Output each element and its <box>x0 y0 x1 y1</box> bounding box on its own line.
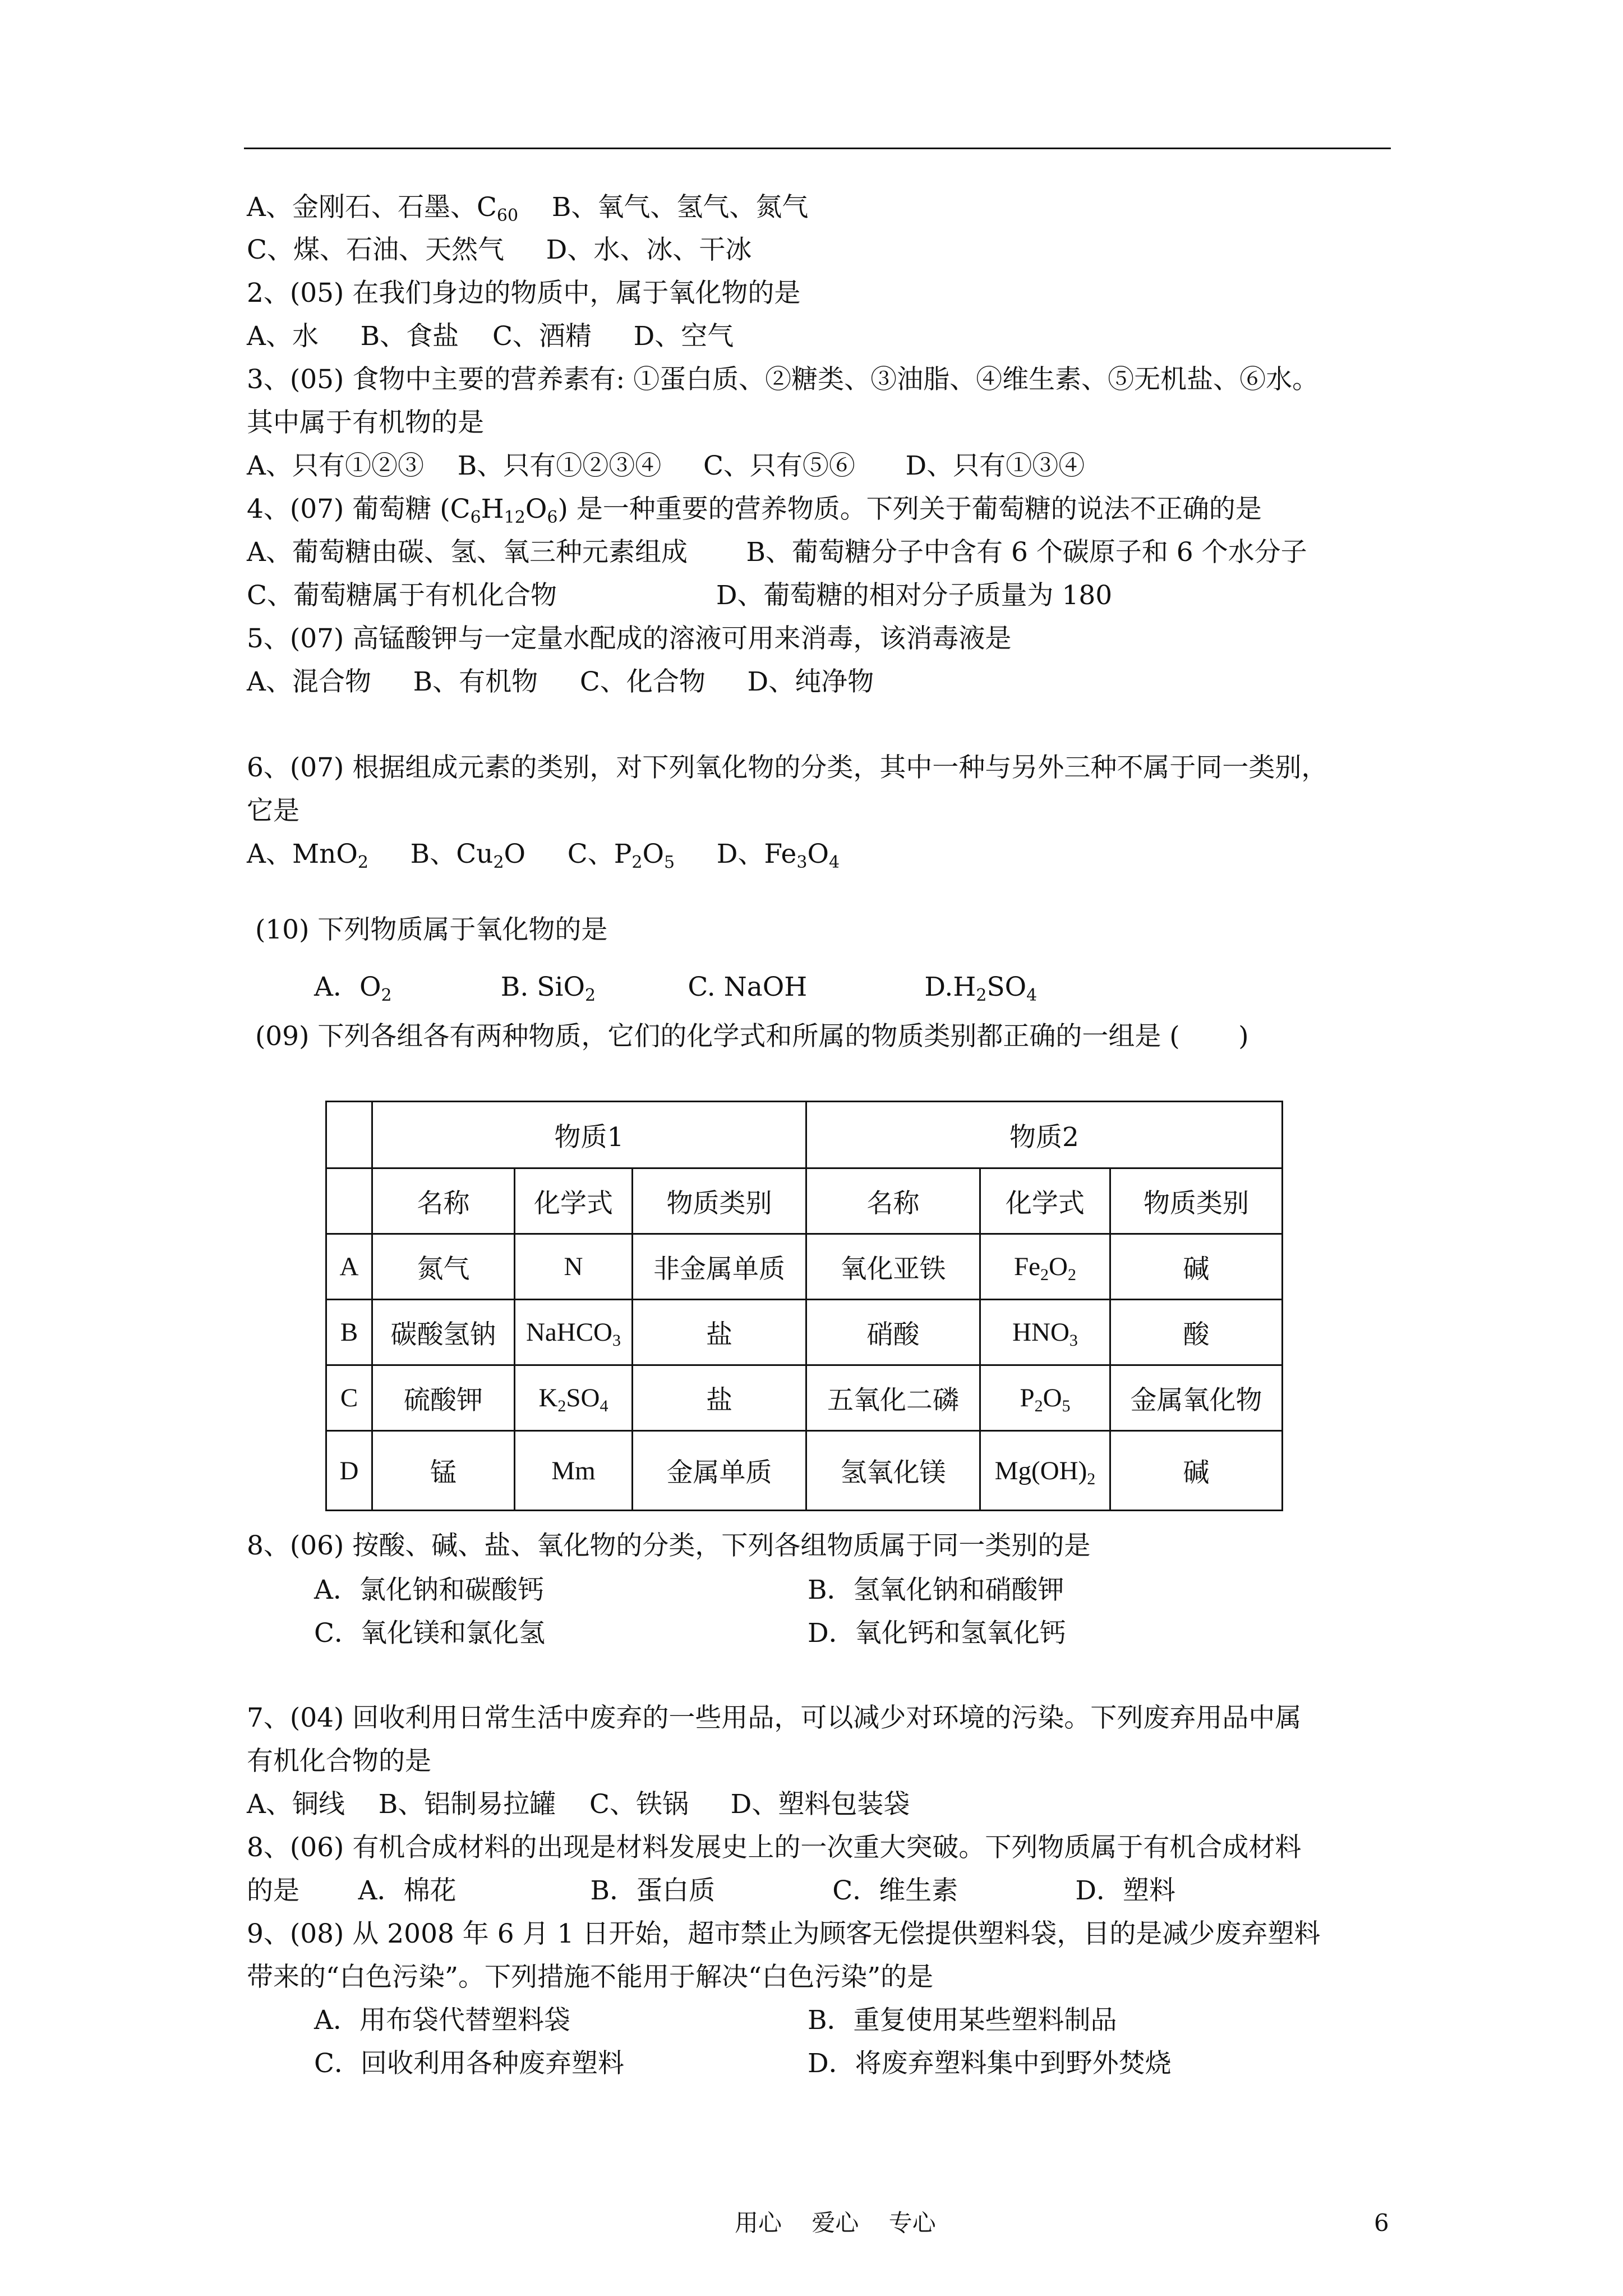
q4-options-cd: C、葡萄糖属于有机化合物 D、葡萄糖的相对分子质量为 180 <box>247 580 1113 611</box>
table-row <box>326 1300 1283 1365</box>
cell-formula: $K_2SO_4$ <box>515 1365 633 1431</box>
cell-formula: NaHCO$_3$ <box>515 1300 633 1365</box>
row-key: B <box>326 1300 372 1365</box>
cell-formula: $Mg(OH)_2$ <box>980 1431 1110 1511</box>
q09-stem: (09) 下列各组各有两种物质，它们的化学式和所属的物质类别都正确的一组是 ( ) <box>247 1021 1249 1052</box>
q8-option-d: D．氧化钙和氢氧化钙 <box>808 1618 1066 1649</box>
footer-motto: 用心 爱心 专心 <box>735 2209 936 2237</box>
cell-formula: $HNO_3$ <box>980 1300 1110 1365</box>
col-header: 物质类别 <box>633 1168 806 1234</box>
table-row <box>326 1234 1283 1300</box>
col-header: 名称 <box>806 1168 980 1234</box>
q8-option-c: C．氧化镁和氯化氢 <box>314 1618 545 1649</box>
cell-formula: $P_2O_5$ <box>980 1365 1110 1431</box>
q1-options-ab: A、金刚石、石墨、$C_{60}$ B、氧气、氢气、氮气 <box>247 192 809 226</box>
cell-name: 锰 <box>372 1431 515 1511</box>
table-column-header <box>326 1168 1283 1234</box>
cell-class: 非金属单质 <box>633 1234 806 1300</box>
q5-options: A、混合物 B、有机物 C、化合物 D、纯净物 <box>247 666 874 697</box>
cell-class: 酸 <box>1110 1300 1283 1365</box>
q10-stem: (10) 下列物质属于氧化物的是 <box>247 914 608 945</box>
row-key: D <box>326 1431 372 1511</box>
col-header: 化学式 <box>515 1168 633 1234</box>
cell-name: 硫酸钾 <box>372 1365 515 1431</box>
q10-options: A．$O_2$ B. SiO$_2$ C. NaOH $D.H_2SO_4$ <box>314 972 1038 1005</box>
q9-option-c: C．回收利用各种废弃塑料 <box>314 2048 624 2079</box>
q8-stem: 8、(06) 按酸、碱、盐、氧化物的分类，下列各组物质属于同一类别的是 <box>247 1530 1091 1561</box>
q9-option-b: B．重复使用某些塑料制品 <box>808 2005 1117 2036</box>
group2-header: 物质2 <box>806 1102 1283 1168</box>
row-key: A <box>326 1234 372 1300</box>
group1-header: 物质1 <box>372 1102 806 1168</box>
q8b-stem: 8、(06) 有机合成材料的出现是材料发展史上的一次重大突破。下列物质属于有机合成材料 <box>247 1832 1302 1863</box>
table-group-header <box>326 1102 1283 1168</box>
q7-stem-cont: 有机化合物的是 <box>247 1746 431 1777</box>
q5-stem: 5、(07) 高锰酸钾与一定量水配成的溶液可用来消毒，该消毒液是 <box>247 623 1012 654</box>
cell-name: 氧化亚铁 <box>806 1234 980 1300</box>
cell-name: 硝酸 <box>806 1300 980 1365</box>
page-number: 6 <box>1374 2209 1389 2237</box>
q8-option-a: A．氯化钠和碳酸钙 <box>314 1575 544 1605</box>
substance-table <box>325 1101 1283 1511</box>
table-row <box>326 1431 1283 1511</box>
q3-stem: 3、(05) 食物中主要的营养素有: ①蛋白质、②糖类、③油脂、④维生素、⑤无机盐、⑥水。 <box>247 364 1319 395</box>
cell-class: 碱 <box>1110 1234 1283 1300</box>
cell-name: 氮气 <box>372 1234 515 1300</box>
cell-class: 金属氧化物 <box>1110 1365 1283 1431</box>
q7-options: A、铜线 B、铝制易拉罐 C、铁锅 D、塑料包装袋 <box>247 1789 910 1820</box>
cell-formula: Mm <box>515 1431 633 1511</box>
q2-stem: 2、(05) 在我们身边的物质中，属于氧化物的是 <box>247 278 801 309</box>
cell-formula: N <box>515 1234 633 1300</box>
cell-class: 金属单质 <box>633 1431 806 1511</box>
cell-name: 碳酸氢钠 <box>372 1300 515 1365</box>
col-header: 物质类别 <box>1110 1168 1283 1234</box>
q6-options: A、MnO$_2$ B、$Cu_2O$ C、$P_2O_5$ D、$Fe_3O_4$ <box>247 839 840 872</box>
cell-class: 盐 <box>633 1300 806 1365</box>
cell-formula: $Fe_2O_2$ <box>980 1234 1110 1300</box>
col-header: 名称 <box>372 1168 515 1234</box>
q6-stem-cont: 它是 <box>247 795 299 826</box>
q8-option-b: B．氢氧化钠和硝酸钾 <box>808 1575 1064 1605</box>
table-corner-2 <box>326 1168 372 1234</box>
header-rule <box>244 148 1391 149</box>
q3-stem-cont: 其中属于有机物的是 <box>247 407 484 438</box>
q4-options-ab: A、葡萄糖由碳、氢、氧三种元素组成 B、葡萄糖分子中含有 6 个碳原子和 6 个水分子 <box>247 537 1307 568</box>
q2-options: A、水 B、食盐 C、酒精 D、空气 <box>247 321 734 352</box>
table-row <box>326 1365 1283 1431</box>
q9-stem: 9、(08) 从 2008 年 6 月 1 日开始，超市禁止为顾客无偿提供塑料袋，目的是减少废弃塑料 <box>247 1918 1321 1949</box>
row-key: C <box>326 1365 372 1431</box>
cell-name: 氢氧化镁 <box>806 1431 980 1511</box>
cell-class: 盐 <box>633 1365 806 1431</box>
cell-class: 碱 <box>1110 1431 1283 1511</box>
q3-options: A、只有①②③ B、只有①②③④ C、只有⑤⑥ D、只有①③④ <box>247 450 1085 481</box>
cell-name: 五氧化二磷 <box>806 1365 980 1431</box>
col-header: 化学式 <box>980 1168 1110 1234</box>
q4-stem: 4、(07) 葡萄糖 $(C_6H_{12}O_6)$ 是一种重要的营养物质。下列关于葡萄糖的说法不正确的是 <box>247 494 1262 527</box>
q9-stem-cont: 带来的“白色污染”。下列措施不能用于解决“白色污染”的是 <box>247 1962 934 1993</box>
q9-option-a: A．用布袋代替塑料袋 <box>314 2005 570 2036</box>
q9-option-d: D．将废弃塑料集中到野外焚烧 <box>808 2048 1172 2079</box>
q7-stem: 7、(04) 回收利用日常生活中废弃的一些用品，可以减少对环境的污染。下列废弃用品中属 <box>247 1703 1302 1733</box>
q6-stem: 6、(07) 根据组成元素的类别，对下列氧化物的分类，其中一种与另外三种不属于同一类别， <box>247 752 1328 783</box>
q8b-options: 的是 A．棉花 B．蛋白质 C．维生素 D．塑料 <box>247 1875 1176 1906</box>
q1-options-cd: C、煤、石油、天然气 D、水、冰、干冰 <box>247 234 752 265</box>
table-corner <box>326 1102 372 1168</box>
